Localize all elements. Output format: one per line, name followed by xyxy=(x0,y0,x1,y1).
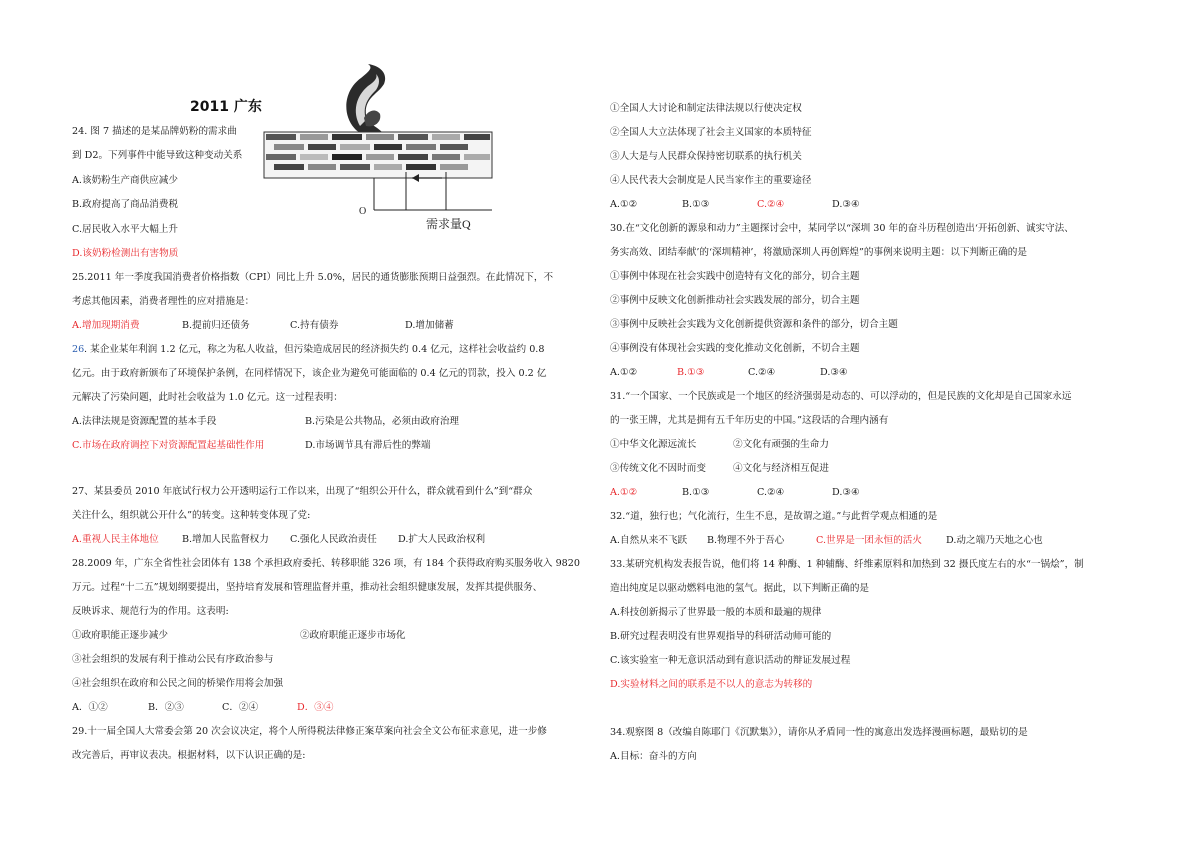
right-line-0: ①全国人大讨论和制定法律法规以行使决定权 xyxy=(610,103,802,114)
left-line-16-part-2: C.强化人民政治责任 xyxy=(290,534,377,545)
right-line-16-part-0: A.①② xyxy=(610,487,638,498)
right-line-4-part-1: B.①③ xyxy=(682,199,710,210)
right-line-21: A.科技创新揭示了世界最一般的本质和最遍的规律 xyxy=(610,607,822,618)
demand-curve-figure xyxy=(256,60,496,230)
left-line-8-part-0: A.增加现期消费 xyxy=(72,320,140,331)
right-line-16-part-3: D.③④ xyxy=(832,487,860,498)
right-line-18-part-1: B.物理不外于吾心 xyxy=(707,535,785,546)
left-line-11: 元解决了污染问题，此时社会收益为 1.0 亿元。这一过程表明： xyxy=(72,392,343,403)
axis-origin-label: O xyxy=(359,206,367,217)
left-line-12-part-0: A.法律法规是资源配置的基本手段 xyxy=(72,416,217,427)
right-line-9: ③事例中反映社会实践为文化创新提供资源和条件的部分，切合主题 xyxy=(610,319,898,330)
brick-wall-icon xyxy=(264,132,492,178)
right-line-14-part-0: ①中华文化源远流长 xyxy=(610,439,697,450)
page-title: 2011 广东 xyxy=(190,99,262,115)
left-line-20-part-0: ①政府职能正逐步减少 xyxy=(72,630,168,641)
left-line-7: 考虑其他因素，消费者理性的应对措施是： xyxy=(72,296,255,307)
left-line-3: B.政府提高了商品消费税 xyxy=(72,199,179,210)
right-line-23: C.该实验室一种无意识活动到有意识活动的辩证发展过程 xyxy=(610,655,851,666)
left-line-13-part-1: D.市场调节具有滞后性的弊端 xyxy=(305,440,431,451)
left-line-22: ④社会组织在政府和公民之间的桥梁作用将会加强 xyxy=(72,678,284,689)
left-line-21: ③社会组织的发展有利于推动公民有序政治参与 xyxy=(72,654,274,665)
left-line-14: 27、某县委员 2010 年底试行权力公开透明运行工作以来，出现了“组织公开什么，群众就看到什么”到“群众 xyxy=(72,486,533,497)
right-line-5: 30.在“文化创新的源泉和动力”主题探讨会中，某同学以“深圳 30 年的奋斗历程创造出‘开拓创新、诚实守法、 xyxy=(610,223,1074,234)
left-line-19: 反映诉求、规范行为的作用。这表明: xyxy=(72,606,229,617)
axis-q-label: 需求量Q xyxy=(426,217,471,230)
right-line-20: 造出纯度足以驱动燃料电池的氢气。据此，以下判断正确的是 xyxy=(610,583,870,594)
right-line-15-part-0: ③传统文化不因时而变 xyxy=(610,463,706,474)
left-line-9-part-0: 26 xyxy=(72,344,85,355)
left-line-25: 改完善后，再审议表决。根据材料，以下认识正确的是: xyxy=(72,750,306,761)
right-line-26: A.目标：奋斗的方向 xyxy=(610,751,697,762)
left-line-16-part-0: A.重视人民主体地位 xyxy=(72,534,159,545)
right-line-12: 31.“一个国家、一个民族或是一个地区的经济强弱是动态的、可以浮动的，但是民族的文化却是自己国家永远 xyxy=(610,391,1072,402)
left-line-23-part-0: A．①② xyxy=(72,702,108,713)
right-line-25: 34.观察图 8（改编自陈耶门《沉默集》），请你从矛盾同一性的寓意出发选择漫画标题，最贴切的是 xyxy=(610,727,1028,738)
left-line-13-part-0: C.市场在政府调控下对资源配置起基础性作用 xyxy=(72,440,265,451)
right-line-24: D.实验材料之间的联系是不以人的意志为转移的 xyxy=(610,679,813,690)
right-line-4-part-3: D.③④ xyxy=(832,199,860,210)
right-line-4-part-0: A.①② xyxy=(610,199,638,210)
left-line-23-part-1: B．②③ xyxy=(148,702,184,713)
right-line-3: ④人民代表大会制度是人民当家作主的重要途径 xyxy=(610,175,812,186)
left-line-2: A.该奶粉生产商供应减少 xyxy=(72,175,178,186)
right-line-11-part-0: A.①② xyxy=(610,367,638,378)
right-line-2: ③人大是与人民群众保持密切联系的执行机关 xyxy=(610,151,802,162)
right-line-7: ①事例中体现在社会实践中创造特有文化的部分，切合主题 xyxy=(610,271,860,282)
left-line-20-part-1: ②政府职能正逐步市场化 xyxy=(300,630,406,641)
right-line-18-part-2: C.世界是一团永恒的活火 xyxy=(816,535,922,546)
left-line-10: 亿元。由于政府新颁布了环境保护条例，在同样情况下，该企业为避免可能面临的 0.4 亿元的罚款，投入 0.2 亿 xyxy=(72,368,547,379)
right-line-1: ②全国人大立法体现了社会主义国家的本质特征 xyxy=(610,127,812,138)
right-line-13: 的一张王牌，尤其是拥有五千年历史的中国。”这段话的合理内涵有 xyxy=(610,415,889,426)
left-line-12-part-1: B.污染是公共物品，必须由政府治理 xyxy=(305,416,460,427)
left-line-0: 24. 图 7 描述的是某品牌奶粉的需求曲 xyxy=(72,126,237,137)
left-line-16-part-3: D.扩大人民政治权利 xyxy=(398,534,486,545)
right-line-22: B.研究过程表明没有世界观指导的科研活动师可能的 xyxy=(610,631,832,642)
left-line-5: D.该奶粉检测出有害物质 xyxy=(72,248,179,259)
left-line-18: 万元。过程“十二五”规划纲要提出，坚持培育发展和管理监督并重，推动社会组织健康发展，发挥其提供服务、 xyxy=(72,582,543,593)
left-line-6: 25.2011 年一季度我国消费者价格指数（CPI）同比上升 5.0%，居民的通货膨胀预期日益强烈。在此情况下，不 xyxy=(72,272,554,283)
right-line-8: ②事例中反映文化创新推动社会实践发展的部分，切合主题 xyxy=(610,295,860,306)
right-line-16-part-2: C.②④ xyxy=(757,487,785,498)
right-line-16-part-1: B.①③ xyxy=(682,487,710,498)
left-line-24: 29.十一届全国人大常委会第 20 次会议决定，将个人所得税法律修正案草案向社会全文公布征求意见，进一步修 xyxy=(72,726,547,737)
left-line-15: 关注什么，组织就公开什么”的转变。这种转变体现了党: xyxy=(72,510,311,521)
right-line-6: 务实高效、团结奉献’的‘深圳精神’，将激励深圳人再创辉煌”的事例来说明主题：以下判断正确的是 xyxy=(610,247,1027,258)
left-line-23-part-3: D．③④ xyxy=(297,702,334,713)
right-line-11-part-1: B.①③ xyxy=(677,367,705,378)
right-line-18-part-3: D.动之端乃天地之心也 xyxy=(946,535,1043,546)
left-line-1: 到 D2。下列事件中能导致这种变动关系 xyxy=(72,150,243,161)
left-line-23-part-2: C．②④ xyxy=(222,702,259,713)
right-line-14-part-1: ②文化有顽强的生命力 xyxy=(733,439,829,450)
left-line-8-part-1: B.提前归还债务 xyxy=(182,320,250,331)
right-line-15-part-1: ④文化与经济相互促进 xyxy=(733,463,829,474)
left-line-8-part-2: C.持有债券 xyxy=(290,320,339,331)
left-line-9-part-1: . 某企业某年利润 1.2 亿元，称之为私人收益，但污染造成居民的经济损失约 0.4 亿元，这样社会收益约 0.8 xyxy=(84,344,545,355)
left-line-4: C.居民收入水平大幅上升 xyxy=(72,224,178,235)
right-line-10: ④事例没有体现社会实践的变化推动文化创新，不切合主题 xyxy=(610,343,860,354)
right-line-18-part-0: A.自然从来不飞跃 xyxy=(610,535,688,546)
left-line-16-part-1: B.增加人民监督权力 xyxy=(182,534,269,545)
right-line-11-part-2: C.②④ xyxy=(748,367,776,378)
right-line-19: 33.某研究机构发表报告说，他们将 14 种酶、1 种辅酶、纤维素原料和加热到 32 摄氏度左右的水“一锅烩”，制 xyxy=(610,559,1084,570)
right-line-4-part-2: C.②④ xyxy=(757,199,785,210)
right-line-11-part-3: D.③④ xyxy=(820,367,848,378)
right-line-17: 32.“道，独行也；气化流行，生生不息，是故谓之道。”与此哲学观点相通的是 xyxy=(610,511,938,522)
left-line-8-part-3: D.增加储蓄 xyxy=(405,320,454,331)
left-line-17: 28.2009 年，广东全省性社会团体有 138 个承担政府委托、转移职能 326 项，有 184 个获得政府购买服务收入 9820 xyxy=(72,558,580,569)
